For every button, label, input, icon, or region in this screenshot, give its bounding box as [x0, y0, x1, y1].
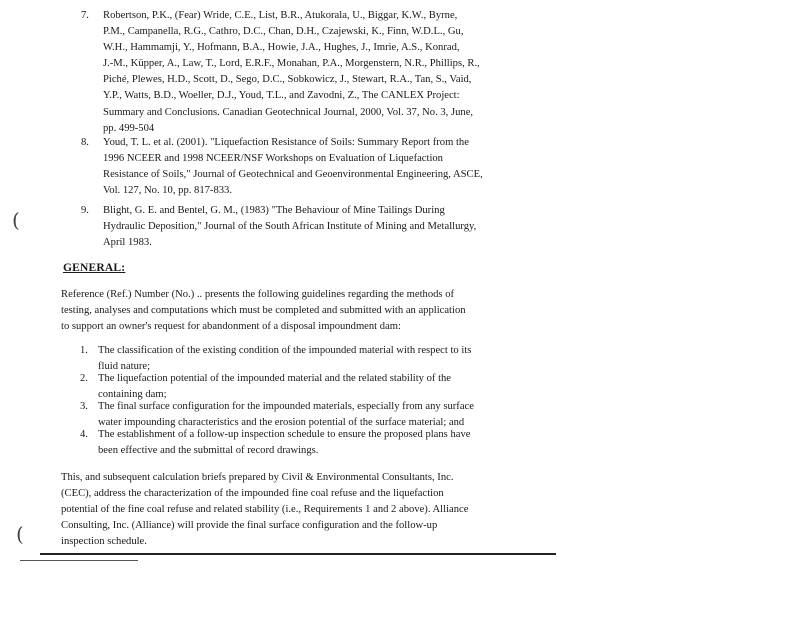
reference-line: Youd, T. L. et al. (2001). "Liquefaction Resistance of Soils: Summary Report from the [103, 137, 469, 148]
reference-number: 9. [81, 205, 89, 216]
requirement-item-3 [80, 399, 474, 430]
reference-line: P.M., Campanella, R.G., Cathro, D.C., Chan, D.H., Czajewski, K., Finn, W.D.L., Gu, [103, 26, 464, 38]
requirement-line: been effective and the submittal of record drawings. [98, 444, 319, 456]
requirement-number: 2. [80, 373, 88, 384]
reference-line: Y.P., Watts, B.D., Woeller, D.J., Youd, T.L., and Zavodni, Z., The CANLEX Project: [103, 90, 460, 102]
paragraph-line: (CEC), address the characterization of the impounded fine coal refuse and the liquefaction [61, 488, 444, 499]
requirement-item-4 [80, 427, 471, 458]
closing-paragraph [61, 470, 539, 550]
paragraph-line: This, and subsequent calculation briefs prepared by Civil & Environmental Consultants, Inc. [61, 472, 454, 483]
paragraph-line: testing, analyses and computations which must be completed and submitted with an application [61, 305, 466, 316]
reference-line: Blight, G. E. and Bentel, G. M., (1983) "The Behaviour of Mine Tailings During [103, 205, 445, 216]
paragraph-line: Reference (Ref.) Number (No.) .. presents the following guidelines regarding the methods of [61, 289, 455, 300]
margin-bracket-mark: ( [12, 208, 20, 232]
reference-line: J.-M., Küpper, A., Law, T., Lord, E.R.F., Monahan, P.A., Morgenstern, N.R., Phillips, R., [103, 58, 480, 70]
section-heading: GENERAL: [63, 262, 126, 274]
requirement-line: The final surface configuration for the impounded materials, especially from any surface [98, 401, 474, 412]
footer-rule-short [20, 560, 138, 561]
requirement-item-2 [80, 371, 452, 402]
reference-line: April 1983. [103, 237, 152, 249]
reference-line: Summary and Conclusions. Canadian Geotechnical Journal, 2000, Vol. 37, No. 3, June, [103, 106, 474, 118]
reference-line: 1996 NCEER and 1998 NCEER/NSF Workshops on Evaluation of Liquefaction [103, 153, 443, 165]
intro-paragraph [61, 287, 539, 335]
requirement-line: fluid nature; [98, 360, 151, 372]
requirement-line: water impounding characteristics and the erosion potential of the surface material; and [98, 416, 465, 428]
reference-item-9 [81, 203, 539, 251]
requirement-number: 4. [80, 429, 88, 440]
paragraph-line: Consulting, Inc. (Alliance) will provide the final surface configuration and the follow-up [61, 520, 438, 531]
reference-line: pp. 499-504 [103, 122, 155, 134]
requirement-number: 1. [80, 345, 88, 356]
requirement-line: containing dam; [98, 388, 167, 400]
requirement-number: 3. [80, 401, 88, 412]
reference-line: Resistance of Soils," Journal of Geotechnical and Geoenvironmental Engineering, ASCE, [103, 169, 483, 181]
reference-line: Hydraulic Deposition," Journal of the South African Institute of Mining and Metallurgy, [103, 221, 477, 233]
paragraph-line: to support an owner's request for abandonment of a disposal impoundment dam: [61, 321, 401, 332]
paragraph-line: potential of the fine coal refuse and related stability (i.e., Requirements 1 and 2 above). Alliance [61, 504, 469, 515]
footer-rule [40, 553, 556, 555]
reference-line: Vol. 127, No. 10, pp. 817-833. [103, 185, 232, 197]
reference-line: Robertson, P.K., (Fear) Wride, C.E., List, B.R., Atukorala, U., Biggar, K.W., Byrne, [103, 10, 458, 21]
requirement-item-1 [80, 343, 472, 374]
requirement-line: The liquefaction potential of the impounded material and the related stability of the [98, 373, 452, 384]
reference-item-7 [81, 8, 539, 137]
margin-bracket-mark: ( [16, 522, 24, 546]
reference-line: W.H., Hammamji, Y., Hofmann, B.A., Howie, J.A., Hughes, J., Imrie, A.S., Konrad, [103, 42, 460, 54]
requirement-line: The establishment of a follow-up inspection schedule to ensure the proposed plans have [98, 429, 471, 440]
requirement-line: The classification of the existing condition of the impounded material with respect to its [98, 345, 472, 356]
reference-line: Piché, Plewes, H.D., Scott, D., Sego, D.C., Sobkowicz, J., Stewart, R.A., Tan, S., Vaid, [103, 74, 472, 86]
reference-number: 7. [81, 10, 89, 21]
reference-item-8 [81, 135, 539, 199]
paragraph-line: inspection schedule. [61, 536, 147, 547]
reference-number: 8. [81, 137, 89, 148]
